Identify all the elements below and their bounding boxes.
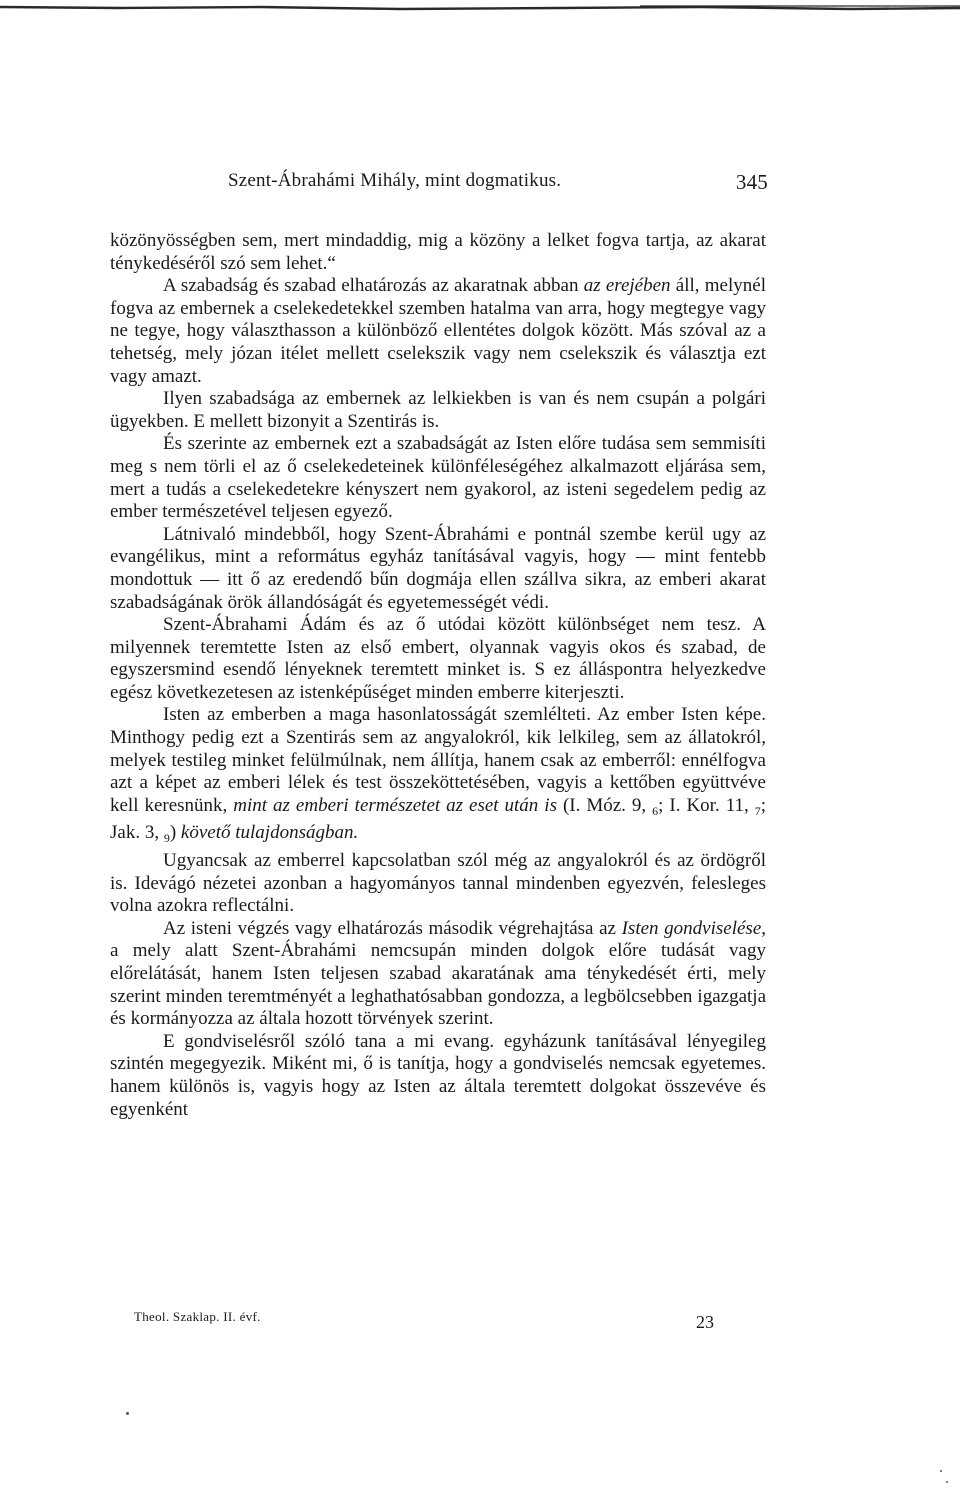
italic-text: mint az emberi természetet az eset után is (233, 794, 557, 816)
text-run: A szabadság és szabad elhatározás az akaratnak abban (163, 275, 584, 297)
paragraph (110, 524, 766, 614)
ink-speck (946, 1481, 948, 1483)
paragraph (110, 704, 766, 850)
text-run: , a mely alatt Szent-Ábrahámi nemcsupán minden dolgok előre tudását vagy előrelátását, hanem Isten teljesen szabad akaratának ama ténykedését érti, mely szerint minden teremtményét a leghathatósabban gondozza, a legbölcsebben igazgatja és kormányozza az általa hozott törvények szerint. (110, 917, 766, 1030)
text-run: E gondviselésről szóló tana a mi evang. egyházunk tanításával lényegileg szintén megegyezik. Miként mi, ő is tanítja, hogy a gondviselés nemcsak egyetemes. hanem különös is, vagyis hogy az Isten az általa teremtett dolgokat összevéve és egyenként (110, 1030, 766, 1120)
text-run: áll, melynél fogva az embernek a cselekedetekkel szemben hatalma van arra, hogy megtegye vagy ne tegye, hogy választhasson a különböző ellentétes dolgok között. Más szóval az a tehetség, mely józan itélet mellett cselekszik vagy nem cselekszik és választja ezt vagy amazt. (110, 275, 766, 387)
paragraph (110, 433, 766, 523)
top-edge-rule (0, 4, 960, 14)
paragraph (110, 275, 766, 388)
text-run: És szerinte az embernek ezt a szabadságát az Isten előre tudása sem semmisíti meg s nem törli el az ő cselekedeteinek különféleségéhez alkalmazott eljárása sem, mert a tudás a cselekedetekre kényszert nem gyakorol, az isteni segedelem pedig az ember természetével teljesen egyező. (110, 433, 766, 523)
paragraph (110, 918, 766, 1031)
page-footer (134, 1309, 714, 1339)
sheet-number: 23 (696, 1312, 714, 1332)
ink-speck (940, 1470, 942, 1472)
italic-text: követő tulajdonságban. (180, 822, 359, 844)
subscript-verse: 6 (652, 803, 659, 818)
text-run: ; I. Kor. 11, (658, 794, 755, 816)
text-run: Az isteni végzés vagy elhatározás második végrehajtása az (163, 917, 622, 939)
running-title: Szent-Ábrahámi Mihály, mint dogmatikus. (228, 170, 562, 191)
italic-text: az erejében (583, 275, 671, 297)
ink-speck (126, 1412, 129, 1415)
paragraph (110, 230, 766, 275)
page-number: 345 (735, 170, 768, 194)
paragraph (110, 388, 766, 433)
signature-mark: Theol. Szaklap. II. évf. (134, 1309, 261, 1324)
subscript-verse: 7 (754, 803, 761, 818)
paragraph (110, 1031, 766, 1121)
text-run: Szent-Ábrahami Ádám és az ő utódai között különbséget nem tesz. A milyennek teremtette Isten az első embert, olyannak vagyis okos és szabad, de egyszersmind esendő lényeknek teremtett minket is. S ez álláspontra helyezkedve egész következetesen az istenképűséget minden emberre kiterjeszti. (110, 614, 766, 703)
text-run: ) (169, 822, 181, 844)
text-run: Isten az emberben a maga hasonlatosságát szemlélteti. Az ember Isten képe. Minthogy pedig ezt a Szentirás sem az angyalokról, kik lelkileg, sem az állatokról, melyek testileg minket felülmúlnak, nem állítja, hanem csak az emberről: ennélfogva azt a képet az emberi lélek és test összeköttetésében, vagyis a kettőben együttvéve kell keresnünk, (110, 704, 766, 816)
paragraph (110, 614, 766, 704)
subscript-verse: 9 (163, 831, 170, 846)
italic-text: Isten gondviselése (621, 917, 762, 939)
text-run: (I. Móz. 9, (556, 794, 653, 816)
text-run: Ilyen szabadsága az embernek az lelkiekben is van és nem csupán a polgári ügyekben. E mellett bizonyit a Szentirás is. (110, 388, 766, 432)
body-text (110, 230, 766, 1121)
text-run: ; Jak. 3, (110, 794, 767, 844)
text-run: közönyösségben sem, mert mindaddig, mig a közöny a lelket fogva tartja, az akarat ténykedéséről szó sem lehet.“ (110, 230, 766, 274)
text-run: Ugyancsak az emberrel kapcsolatban szól még az angyalokról és az ördögről is. Idevágó nézetei azonban a hagyományos tannal mindenben egyezvén, felesleges volna azokra reflectálni. (110, 850, 766, 917)
text-run: Látnivaló mindebből, hogy Szent-Ábrahámi e pontnál szembe kerül ugy az evangélikus, mint a református egyház tanításával vagyis, hogy — mint fentebb mondottuk — itt ő az eredendő bűn dogmája ellen szállva sikra, az emberi akarat szabadságának örök állandóságát és egyetemességét védi. (110, 523, 766, 613)
paragraph (110, 850, 766, 918)
